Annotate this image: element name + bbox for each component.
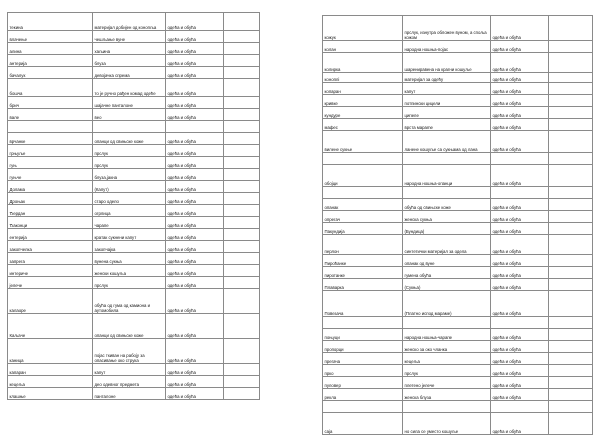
term-cell: ентерија [8, 229, 93, 241]
category-cell: одећа и обућа [166, 205, 224, 217]
category-cell: одећа и обућа [491, 41, 549, 53]
category-cell: одећа и обућа [166, 253, 224, 265]
empty-cell [224, 181, 260, 193]
term-cell: опанак [323, 199, 403, 211]
category-cell: одећа и обућа [166, 157, 224, 169]
category-cell: одећа и обућа [166, 133, 224, 145]
empty-cell [549, 401, 593, 413]
table-row [323, 165, 593, 187]
category-cell: одећа и обућа [166, 388, 224, 400]
table-row [8, 193, 260, 205]
term-cell: антерија [8, 55, 93, 67]
term-cell: опрегач [323, 211, 403, 223]
table-row [323, 341, 593, 353]
left-glossary-table [7, 12, 260, 400]
gloss-cell: прслук [93, 277, 166, 289]
gloss-cell: вео [93, 109, 166, 121]
table-row [323, 131, 593, 153]
empty-cell [224, 157, 260, 169]
gloss-cell: обућа од свињске коже [403, 199, 491, 211]
category-cell: одећа и обућа [166, 67, 224, 79]
term-cell: рекла [323, 389, 403, 401]
category-cell: одећа и обућа [491, 53, 549, 73]
category-cell: одећа и обућа [491, 211, 549, 223]
gloss-cell [93, 121, 166, 133]
left-table-body [8, 13, 260, 400]
term-cell: интериче [8, 265, 93, 277]
category-cell: одећа и обућа [166, 265, 224, 277]
term-cell: гуњче [8, 169, 93, 181]
term-cell: вилене сукње [323, 131, 403, 153]
gloss-cell: опанак од вуне [403, 255, 491, 267]
category-cell [491, 153, 549, 165]
table-row [8, 265, 260, 277]
gloss-cell [403, 317, 491, 329]
table-row [8, 364, 260, 376]
category-cell: одећа и обућа [491, 16, 549, 41]
table-row [8, 388, 260, 400]
gloss-cell: женска блуза [403, 389, 491, 401]
empty-cell [224, 217, 260, 229]
table-row [323, 329, 593, 341]
category-cell: одећа и обућа [166, 13, 224, 31]
empty-cell [224, 253, 260, 265]
table-row [323, 199, 593, 211]
term-cell: Плаварка [323, 279, 403, 291]
gloss-cell: ципеле [403, 107, 491, 119]
empty-cell [224, 55, 260, 67]
term-cell: мафес [323, 119, 403, 131]
term-cell: Ђаконци [8, 217, 93, 229]
table-row [8, 181, 260, 193]
empty-cell [549, 267, 593, 279]
gloss-cell: шарениравена на крагни кошуље [403, 53, 491, 73]
table-row [323, 365, 593, 377]
term-cell: бошча [8, 79, 93, 97]
category-cell: одећа и обућа [166, 43, 224, 55]
empty-cell [224, 376, 260, 388]
gloss-cell [403, 187, 491, 199]
category-cell: одећа и обућа [166, 193, 224, 205]
table-row [323, 119, 593, 131]
gloss-cell: врста марame [403, 119, 491, 131]
gloss-cell: чешљање вуне [93, 31, 166, 43]
empty-cell [224, 241, 260, 253]
category-cell: одећа и обућа [491, 119, 549, 131]
empty-cell [224, 145, 260, 157]
category-cell: одећа и обућа [491, 83, 549, 95]
term-cell: кривке [323, 95, 403, 107]
empty-cell [224, 67, 260, 79]
category-cell: одећа и обућа [491, 389, 549, 401]
gloss-cell: опанци од свињске коже [93, 133, 166, 145]
category-cell: одећа и обућа [491, 365, 549, 377]
category-cell [491, 401, 549, 413]
category-cell: одећа и обућа [166, 289, 224, 314]
gloss-cell: закопчајка [93, 241, 166, 253]
empty-cell [224, 13, 260, 31]
table-row [323, 187, 593, 199]
empty-cell [549, 131, 593, 153]
term-cell: Пироћанке [323, 255, 403, 267]
table-row [8, 229, 260, 241]
gloss-cell: синтетички материјал за одела [403, 235, 491, 255]
gloss-cell: (Капут) [93, 181, 166, 193]
category-cell: одећа и обућа [491, 267, 549, 279]
table-row [8, 133, 260, 145]
gloss-cell: шајачне панталоне [93, 97, 166, 109]
empty-cell [549, 165, 593, 187]
term-cell [323, 153, 403, 165]
gloss-cell: кратак сукнени капут [93, 229, 166, 241]
table-row [8, 169, 260, 181]
empty-cell [224, 339, 260, 364]
table-row [323, 353, 593, 365]
term-cell: кецеља [8, 376, 93, 388]
gloss-cell: народна ношња-чарапе [403, 329, 491, 341]
category-cell: одећа и обућа [491, 223, 549, 235]
gloss-cell [403, 153, 491, 165]
term-cell: колирка [323, 53, 403, 73]
term-cell: влачење [8, 31, 93, 43]
term-cell: коноплі [323, 73, 403, 83]
category-cell: одећа и обућа [491, 107, 549, 119]
gloss-cell: појас ткиван на рабоју за опасивање око струка [93, 339, 166, 364]
gloss-cell: огрлица [93, 205, 166, 217]
term-cell: текина [8, 13, 93, 31]
table-row [323, 211, 593, 223]
term-cell: Каљаче [8, 314, 93, 339]
empty-cell [224, 388, 260, 400]
term-cell [323, 401, 403, 413]
table-row [323, 223, 593, 235]
empty-cell [549, 53, 593, 73]
term-cell: обојци [323, 165, 403, 187]
term-cell: копарaн [323, 83, 403, 95]
category-cell: одећа и обућа [491, 329, 549, 341]
empty-cell [549, 199, 593, 211]
term-cell: кожук [323, 16, 403, 41]
table-row [8, 121, 260, 133]
empty-cell [224, 121, 260, 133]
gloss-cell [403, 401, 491, 413]
category-cell: одећа и обућа [166, 145, 224, 157]
empty-cell [549, 255, 593, 267]
table-row [323, 389, 593, 401]
empty-cell [549, 73, 593, 83]
category-cell: одећа и обућа [491, 279, 549, 291]
category-cell: одећа и обућа [166, 229, 224, 241]
right-glossary-table [322, 15, 593, 435]
term-cell [323, 317, 403, 329]
term-cell: саја [323, 413, 403, 435]
table-row [323, 53, 593, 73]
table-row [8, 217, 260, 229]
empty-cell [549, 83, 593, 95]
table-row [323, 255, 593, 267]
empty-cell [549, 16, 593, 41]
term-cell: прегача [323, 353, 403, 365]
empty-cell [549, 317, 593, 329]
term-cell: колан [323, 41, 403, 53]
table-row [323, 16, 593, 41]
table-row [323, 95, 593, 107]
gloss-cell: женско за око чланка [403, 341, 491, 353]
term-cell: поњуци [323, 329, 403, 341]
term-cell: каница [8, 339, 93, 364]
empty-cell [549, 341, 593, 353]
category-cell: одећа и обућа [166, 314, 224, 339]
term-cell: вале [8, 109, 93, 121]
empty-cell [549, 291, 593, 317]
empty-cell [549, 107, 593, 119]
category-cell: одећа и обућа [166, 109, 224, 121]
table-row [8, 289, 260, 314]
term-cell: пуловер [323, 377, 403, 389]
gloss-cell: материјал добијен од конопља [93, 13, 166, 31]
term-cell: Пакундија [323, 223, 403, 235]
gloss-cell: женска сукња [403, 211, 491, 223]
gloss-cell: капут [93, 364, 166, 376]
gloss-cell: кецеља [403, 353, 491, 365]
table-row [8, 314, 260, 339]
term-cell: гуњ [8, 157, 93, 169]
term-cell [8, 121, 93, 133]
empty-cell [549, 365, 593, 377]
empty-cell [224, 79, 260, 97]
empty-cell [224, 133, 260, 145]
gloss-cell: капут [403, 83, 491, 95]
empty-cell [224, 314, 260, 339]
gloss-cell: женски кошуља [93, 265, 166, 277]
category-cell: одећа и обућа [166, 277, 224, 289]
table-row [8, 31, 260, 43]
empty-cell [549, 279, 593, 291]
category-cell: одећа и обућа [491, 377, 549, 389]
term-cell: Повезача [323, 291, 403, 317]
empty-cell [549, 389, 593, 401]
term-cell: бачалук [8, 67, 93, 79]
category-cell: одећа и обућа [491, 413, 549, 435]
gloss-cell: народна ношња-појас [403, 41, 491, 53]
gloss-cell: прслук, изнутра обложен вуном, а споља кожом [403, 16, 491, 41]
gloss-cell: прслук [93, 157, 166, 169]
empty-cell [224, 193, 260, 205]
category-cell: одећа и обућа [166, 376, 224, 388]
term-cell: Дроњак [8, 193, 93, 205]
term-cell: калаоре [8, 289, 93, 314]
table-row [8, 43, 260, 55]
category-cell [166, 121, 224, 133]
empty-cell [224, 169, 260, 181]
category-cell: одећа и обућа [491, 95, 549, 107]
category-cell: одећа и обућа [166, 31, 224, 43]
gloss-cell: панталоне [93, 388, 166, 400]
table-row [323, 41, 593, 53]
term-cell: пропорци [323, 341, 403, 353]
empty-cell [224, 364, 260, 376]
gloss-cell: потпински цицели [403, 95, 491, 107]
term-cell: врчанке [8, 133, 93, 145]
table-row [323, 153, 593, 165]
empty-cell [224, 97, 260, 109]
term-cell: кундуре [323, 107, 403, 119]
table-row [8, 205, 260, 217]
category-cell: одећа и обућа [166, 97, 224, 109]
right-table-body [323, 16, 593, 435]
empty-cell [224, 229, 260, 241]
category-cell: одећа и обућа [491, 131, 549, 153]
term-cell: перлон [323, 235, 403, 255]
table-row [8, 376, 260, 388]
empty-cell [549, 119, 593, 131]
empty-cell [224, 31, 260, 43]
empty-cell [549, 41, 593, 53]
gloss-cell: то је ручно рађен комад одеће [93, 79, 166, 97]
table-row [8, 253, 260, 265]
gloss-cell: девојачка спрема [93, 67, 166, 79]
empty-cell [224, 277, 260, 289]
table-row [8, 157, 260, 169]
empty-cell [549, 377, 593, 389]
term-cell: закопчелка [8, 241, 93, 253]
category-cell [491, 187, 549, 199]
table-row [8, 13, 260, 31]
category-cell: одећа и обућа [166, 79, 224, 97]
empty-cell [224, 109, 260, 121]
table-row [323, 107, 593, 119]
category-cell: одећа и обућа [491, 353, 549, 365]
table-row [323, 377, 593, 389]
category-cell: одећа и обућа [166, 181, 224, 193]
category-cell: одећа и обућа [166, 241, 224, 253]
gloss-cell: народна ношња-опанци [403, 165, 491, 187]
category-cell: одећа и обућа [491, 165, 549, 187]
empty-cell [549, 153, 593, 165]
category-cell: одећа и обућа [491, 341, 549, 353]
term-cell: запрега [8, 253, 93, 265]
gloss-cell: (Платно испод марамe) [403, 291, 491, 317]
empty-cell [549, 211, 593, 223]
category-cell [491, 317, 549, 329]
gloss-cell: обућа од гума од камиона и аутомобила [93, 289, 166, 314]
term-cell: клашње [8, 388, 93, 400]
empty-cell [549, 329, 593, 341]
empty-cell [224, 289, 260, 314]
term-cell: капаран [8, 364, 93, 376]
table-row [8, 109, 260, 121]
empty-cell [224, 265, 260, 277]
gloss-cell: опанци од свињске коже [93, 314, 166, 339]
table-row [8, 145, 260, 157]
table-row [323, 291, 593, 317]
empty-cell [549, 223, 593, 235]
empty-cell [224, 205, 260, 217]
table-row [323, 401, 593, 413]
term-cell: пркo [323, 365, 403, 377]
table-row [8, 339, 260, 364]
category-cell: одећа и обућа [166, 217, 224, 229]
table-row [8, 97, 260, 109]
gloss-cell: блуза [93, 55, 166, 67]
gloss-cell: гумена обућа [403, 267, 491, 279]
table-row [323, 279, 593, 291]
category-cell: одећа и обућа [166, 169, 224, 181]
gloss-cell: но сила се уместо кошуље [403, 413, 491, 435]
gloss-cell: (Сукња) [403, 279, 491, 291]
category-cell: одећа и обућа [491, 291, 549, 317]
term-cell [323, 187, 403, 199]
gloss-cell: материјал за одећу [403, 73, 491, 83]
empty-cell [549, 187, 593, 199]
category-cell: одећа и обућа [166, 55, 224, 67]
gloss-cell: ланене кошуље са сукњама од лана [403, 131, 491, 153]
table-row [8, 55, 260, 67]
gloss-cell: плетено јелече [403, 377, 491, 389]
term-cell: пиротанке [323, 267, 403, 279]
table-row [8, 79, 260, 97]
category-cell: одећа и обућа [166, 339, 224, 364]
empty-cell [549, 235, 593, 255]
category-cell: одећа и обућа [491, 199, 549, 211]
gloss-cell: прслук [403, 365, 491, 377]
table-row [323, 83, 593, 95]
table-row [323, 317, 593, 329]
term-cell: брич [8, 97, 93, 109]
gloss-cell: део одевног предмета [93, 376, 166, 388]
table-row [323, 267, 593, 279]
gloss-cell: вунена сукња [93, 253, 166, 265]
table-row [323, 73, 593, 83]
category-cell: одећа и обућа [491, 255, 549, 267]
gloss-cell: (Бундица) [403, 223, 491, 235]
table-row [8, 241, 260, 253]
empty-cell [549, 353, 593, 365]
category-cell: одећа и обућа [491, 235, 549, 255]
category-cell: одећа и обућа [166, 364, 224, 376]
table-row [8, 67, 260, 79]
gloss-cell: прслук [93, 145, 166, 157]
table-row [8, 277, 260, 289]
term-cell: јелече [8, 277, 93, 289]
term-cell: алина [8, 43, 93, 55]
gloss-cell: старо одело [93, 193, 166, 205]
empty-cell [549, 95, 593, 107]
gloss-cell: хаљина [93, 43, 166, 55]
gloss-cell: блуза,јакна [93, 169, 166, 181]
empty-cell [224, 43, 260, 55]
term-cell: грњуље [8, 145, 93, 157]
gloss-cell: чарапе [93, 217, 166, 229]
term-cell: Долама [8, 181, 93, 193]
table-row [323, 235, 593, 255]
term-cell: Ђердан [8, 205, 93, 217]
category-cell: одећа и обућа [491, 73, 549, 83]
